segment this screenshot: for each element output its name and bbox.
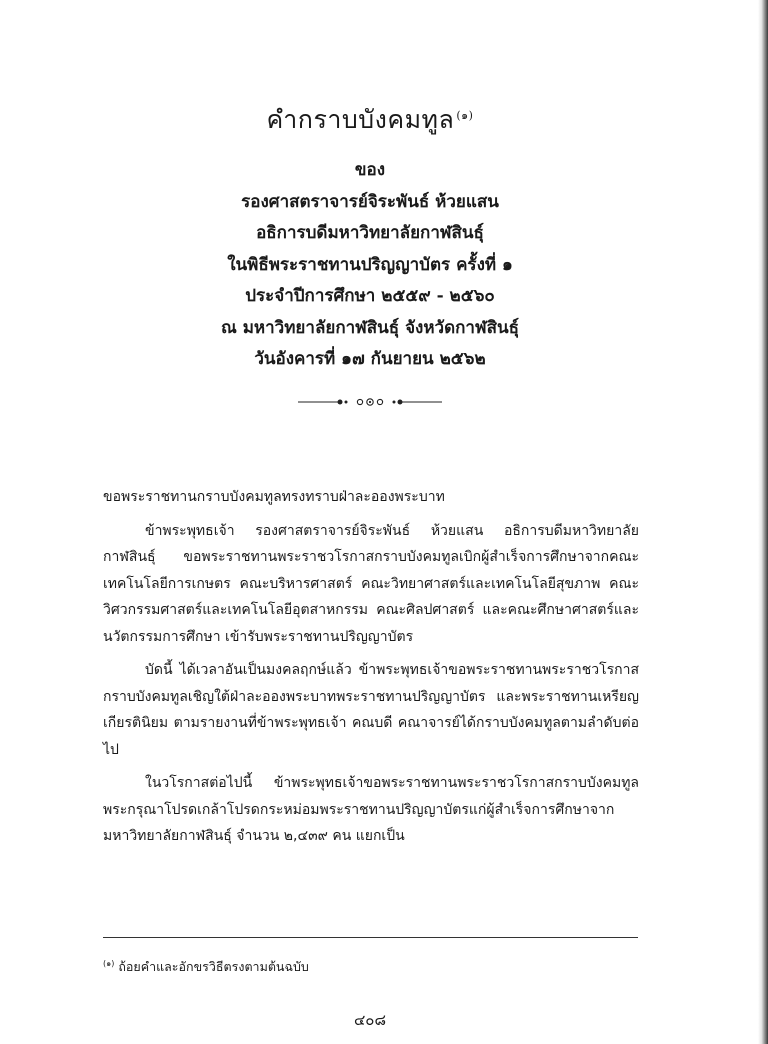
header-line: ของ xyxy=(354,160,386,180)
header-line: ณ มหาวิทยาลัยกาฬสินธุ์ จังหวัดกาฬสินธุ์ xyxy=(221,317,519,338)
title-footnote-marker: (๑) xyxy=(456,108,474,122)
paragraph: ในวโรกาสต่อไปนี้ ข้าพระพุทธเจ้าขอพระราชทานพระราชวโรกาสกราบบังคมทูลพระกรุณาโปรดเกล้าโปรดกระหม่อมพระราชทานปริญญาบัตรแก่ผู้สำเร็จการศึกษาจากมหาวิทยาลัยกาฬสินธุ์ จำนวน ๒,๔๓๙ คน แยกเป็น xyxy=(103,775,639,844)
page-title xyxy=(0,100,740,140)
header-line: รองศาสตราจารย์จิระพันธ์ ห้วยแสน xyxy=(241,191,499,212)
page-number: ๔๐๘ xyxy=(353,1011,387,1029)
title-text: คำกราบบังคมทูล xyxy=(266,105,455,134)
paragraph: ข้าพระพุทธเจ้า รองศาสตราจารย์จิระพันธ์ ห้วยแสน อธิการบดีมหาวิทยาลัยกาฬสินธุ์ ขอพระราชทานพระราชวโรกาสกราบบังคมทูลเบิกผู้สำเร็จการศึกษาจากคณะเทคโนโลยีการเกษตร คณะบริหารศาสตร์ คณะวิทยาศาสตร์และเทคโนโลยีสุขภาพ คณะวิศวกรรมศาสตร์และเทคโนโลยีอุตสาหกรรม คณะศิลปศาสตร์ และคณะศึกษาศาสตร์และนวัตกรรมการศึกษา เข้ารับพระราชทานปริญญาบัตร xyxy=(103,522,639,645)
address-body xyxy=(103,484,639,850)
header-line: วันอังคารที่ ๑๗ กันยายน ๒๕๖๒ xyxy=(254,349,486,369)
footnote-marker: (๑) xyxy=(103,959,115,968)
header-line: ประจำปีการศึกษา ๒๕๕๙ - ๒๕๖๐ xyxy=(245,286,495,306)
paragraph: บัดนี้ ได้เวลาอันเป็นมงคลฤกษ์แล้ว ข้าพระพุทธเจ้าขอพระราชทานพระราชวโรกาสกราบบังคมทูลเชิญใต้ฝ่าละอองพระบาทพระราชทานปริญญาบัตร และพระราชทานเหรียญเกียรตินิยม ตามรายงานที่ข้าพระพุทธเจ้า คณบดี คณาจารย์ได้กราบบังคมทูลตามลำดับต่อไป xyxy=(103,662,639,758)
header-line: ในพิธีพระราชทานปริญญาบัตร ครั้งที่ ๑ xyxy=(227,254,513,275)
footnote-divider xyxy=(103,937,638,938)
footnote-text: ถ้อยคำและอักขรวิธีตรงตามต้นฉบับ xyxy=(118,959,309,975)
salutation: ขอพระราชทานกราบบังคมทูลทรงทราบฝ่าละอองพระบาท xyxy=(103,489,445,505)
footnote xyxy=(103,957,309,977)
decorative-flourish-icon xyxy=(290,392,450,412)
header-line: อธิการบดีมหาวิทยาลัยกาฬสินธุ์ xyxy=(256,223,484,243)
ceremony-header xyxy=(0,155,740,376)
page-edge-shadow xyxy=(758,0,768,1044)
